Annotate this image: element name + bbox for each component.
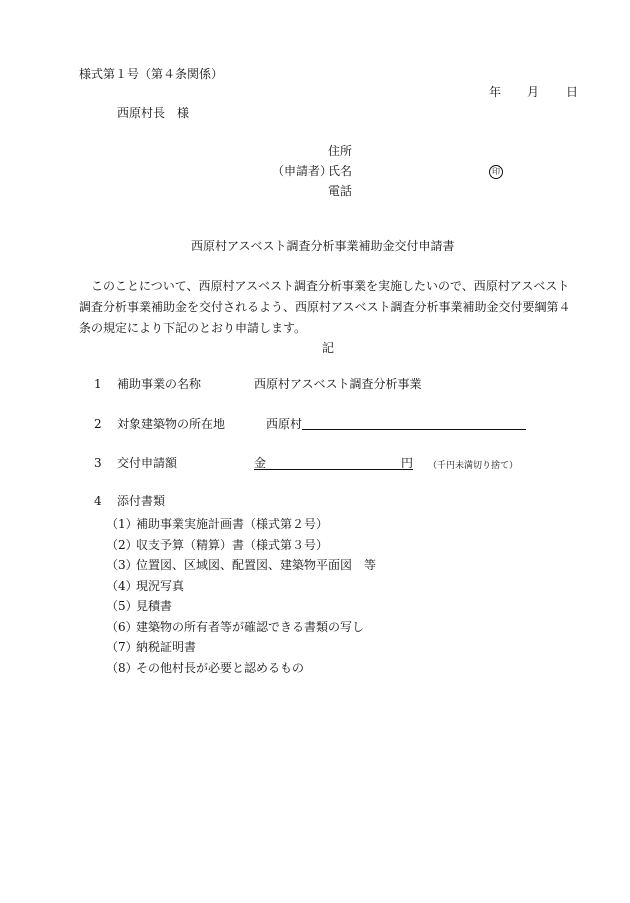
attachment-text: 補助事業実施計画書（様式第２号） [136, 517, 329, 531]
form-number: 様式第１号（第４条関係） [79, 67, 224, 81]
item-1-label: 補助事業の名称 [117, 377, 202, 391]
address-label: 住所 [328, 144, 353, 158]
ki-marker: 記 [322, 341, 335, 355]
location-underline [302, 429, 526, 430]
list-item [106, 555, 376, 576]
attachment-number: （5） [106, 599, 138, 613]
item-3-label: 交付申請額 [117, 456, 178, 470]
list-item [106, 637, 376, 658]
item-2-value: 西原村 [266, 417, 303, 431]
attachment-text: 位置図、区域図、配置図、建築物平面図 等 [136, 558, 377, 572]
attachment-number: （7） [106, 640, 138, 654]
list-item [106, 617, 376, 638]
list-item [106, 535, 376, 556]
amount-prefix: 金 [254, 456, 267, 470]
item-2-number: 2 [94, 417, 102, 431]
item-4-number: 4 [94, 494, 102, 508]
document-title: 西原村アスベスト調査分析事業補助金交付申請書 [191, 239, 455, 253]
attachment-text: 納税証明書 [136, 640, 197, 654]
attachment-number: （1） [106, 517, 138, 531]
attachment-number: （4） [106, 578, 138, 593]
amount-note: （千円未満切り捨て） [428, 461, 519, 471]
item-1-number: 1 [94, 377, 102, 391]
seal-icon: 印 [489, 165, 503, 179]
recipient: 西原村長 様 [117, 106, 190, 120]
date-day-label: 日 [566, 85, 579, 99]
item-2-label: 対象建築物の所在地 [117, 417, 226, 431]
date-month-label: 月 [527, 85, 540, 99]
list-item [106, 596, 376, 617]
list-item [106, 658, 376, 679]
list-item [106, 576, 376, 597]
applicant-role: （申請者） [272, 164, 333, 178]
list-item [106, 514, 376, 535]
attachment-text: 建築物の所有者等が確認できる書類の写し [136, 619, 365, 634]
attachment-number: （6） [106, 619, 138, 634]
phone-label: 電話 [328, 184, 353, 198]
amount-suffix: 円 [401, 456, 414, 470]
attachment-text: その他村長が必要と認めるもの [136, 660, 305, 675]
attachment-list [106, 514, 376, 678]
item-1-value: 西原村アスベスト調査分析事業 [254, 377, 422, 391]
attachment-number: （3） [106, 558, 138, 572]
item-4-label: 添付書類 [117, 494, 166, 508]
date-year-label: 年 [489, 85, 502, 99]
name-label: 氏名 [328, 164, 353, 178]
attachment-number: （2） [106, 537, 138, 552]
body-paragraph: このことについて、西原村アスベスト調査分析事業を実施したいので、西原村アスベスト調査分析事業補助金を交付されるよう、西原村アスベスト調査分析事業補助金交付要綱第４条の規定により下記のとおり申請します。 [79, 279, 571, 335]
seal-mark [489, 163, 503, 179]
attachment-text: 現況写真 [136, 578, 185, 593]
attachment-text: 見積書 [136, 599, 173, 613]
amount-underline [254, 469, 413, 470]
item-3-number: 3 [94, 456, 102, 470]
attachment-number: （8） [106, 660, 138, 675]
attachment-text: 収支予算（精算）書（様式第３号） [136, 537, 329, 552]
